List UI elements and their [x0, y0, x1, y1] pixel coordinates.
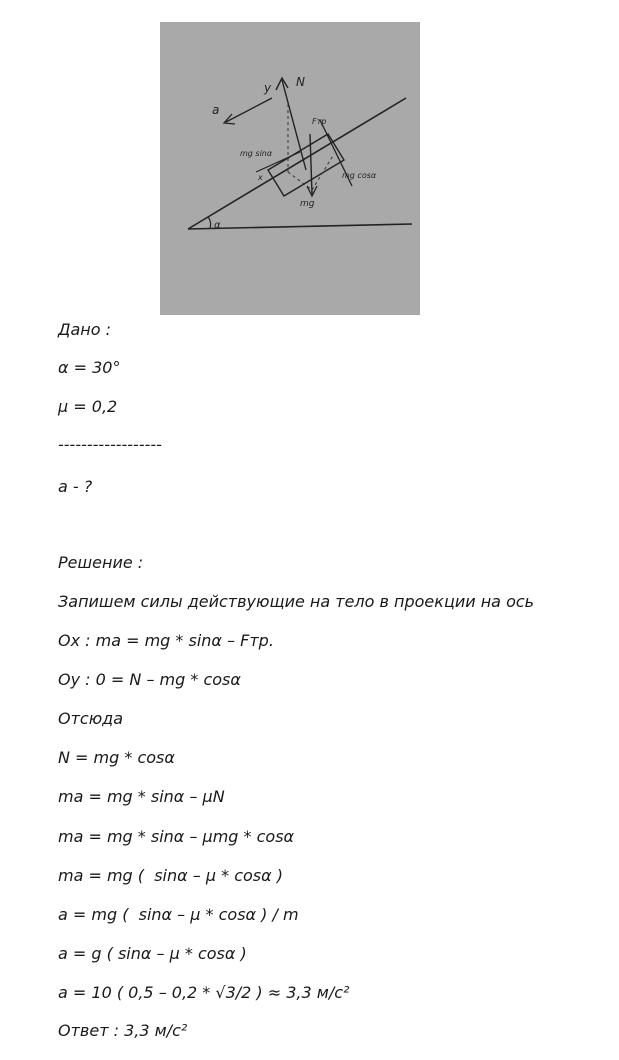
find-a: a - ? [58, 477, 93, 496]
solution-line-2: Ox : ma = mg * sinα – Fтр. [58, 631, 274, 650]
friction-label: Fтр [312, 117, 327, 126]
y-axis-label: y [264, 81, 272, 95]
solution-line-5: N = mg * cosα [58, 748, 175, 767]
answer-line: Ответ : 3,3 м/с² [58, 1021, 188, 1040]
solution-line-8: ma = mg ( sinα – μ * cosα ) [58, 866, 283, 885]
diagram-photo [160, 22, 420, 315]
solution-line-6: ma = mg * sinα – μN [58, 787, 225, 806]
ground-line [188, 224, 412, 229]
acceleration-arrowhead [224, 114, 235, 124]
x-axis-label: x [258, 173, 263, 182]
alpha-label: α [214, 220, 221, 231]
solution-line-10: a = g ( sinα – μ * cosα ) [58, 944, 247, 963]
solution-line-3: Oy : 0 = N – mg * cosα [58, 670, 241, 689]
normal-vector [282, 80, 306, 170]
solution-line-1: Запишем силы действующие на тело в проекции на ось [58, 592, 535, 611]
n-vector-label: N [296, 75, 305, 89]
mg-sin-label: mg sinα [240, 149, 273, 158]
given-alpha: α = 30° [58, 358, 121, 377]
separator-dashes: ------------------ [58, 435, 162, 454]
solution-line-11: a = 10 ( 0,5 – 0,2 * √3/2 ) ≈ 3,3 м/с² [58, 983, 350, 1002]
incline-line [188, 98, 406, 229]
inclined-plane-diagram [160, 22, 420, 315]
acceleration-vector [226, 98, 272, 122]
solution-heading: Решение : [58, 553, 144, 572]
solution-line-9: a = mg ( sinα – μ * cosα ) / m [58, 905, 299, 924]
mg-cos-label: mg cosα [342, 171, 377, 180]
block [268, 134, 344, 196]
given-mu: μ = 0,2 [58, 397, 118, 416]
normal-arrowhead [276, 78, 288, 90]
mg-label: mg [300, 199, 315, 209]
solution-line-4: Отсюда [58, 709, 124, 728]
a-vector-label: a [212, 103, 220, 117]
given-heading: Дано : [58, 320, 112, 339]
angle-arc [208, 217, 211, 228]
solution-line-7: ma = mg * sinα – μmg * cosα [58, 827, 295, 846]
